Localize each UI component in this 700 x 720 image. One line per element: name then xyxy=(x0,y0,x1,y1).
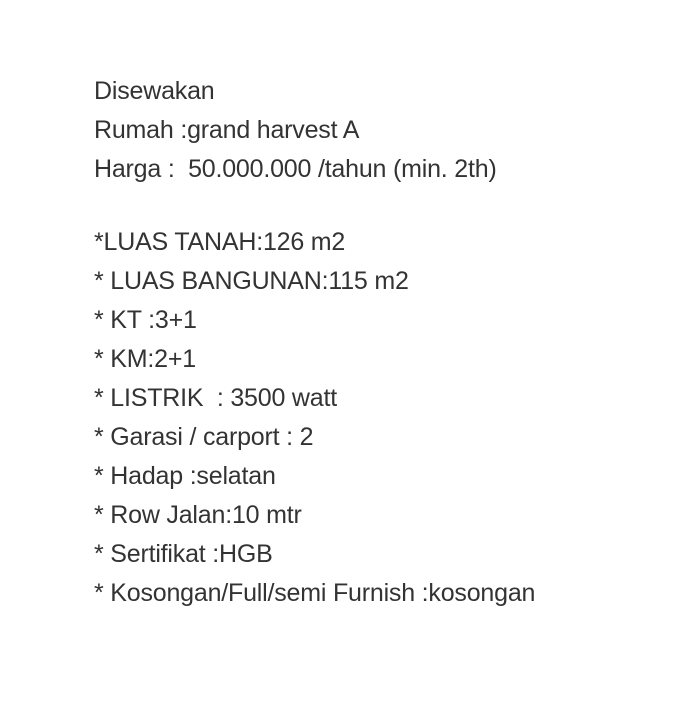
spec-facing: * Hadap :selatan xyxy=(94,462,276,490)
price-line: Harga : 50.000.000 /tahun (min. 2th) xyxy=(94,155,497,183)
spacer xyxy=(94,189,684,223)
spec-building-area: * LUAS BANGUNAN:115 m2 xyxy=(94,267,409,295)
listing-type: Disewakan xyxy=(94,77,215,105)
spec-electricity: * LISTRIK : 3500 watt xyxy=(94,384,337,412)
spec-bedrooms: * KT :3+1 xyxy=(94,306,197,334)
spec-land-area: *LUAS TANAH:126 m2 xyxy=(94,228,346,256)
spec-certificate: * Sertifikat :HGB xyxy=(94,540,273,568)
spec-road-width: * Row Jalan:10 mtr xyxy=(94,501,302,529)
spec-bathrooms: * KM:2+1 xyxy=(94,345,196,373)
spec-furnishing: * Kosongan/Full/semi Furnish :kosongan xyxy=(94,579,536,607)
property-name: Rumah :grand harvest A xyxy=(94,116,360,144)
listing-document xyxy=(94,72,684,613)
spec-list xyxy=(94,223,684,613)
spec-garage: * Garasi / carport : 2 xyxy=(94,423,314,451)
